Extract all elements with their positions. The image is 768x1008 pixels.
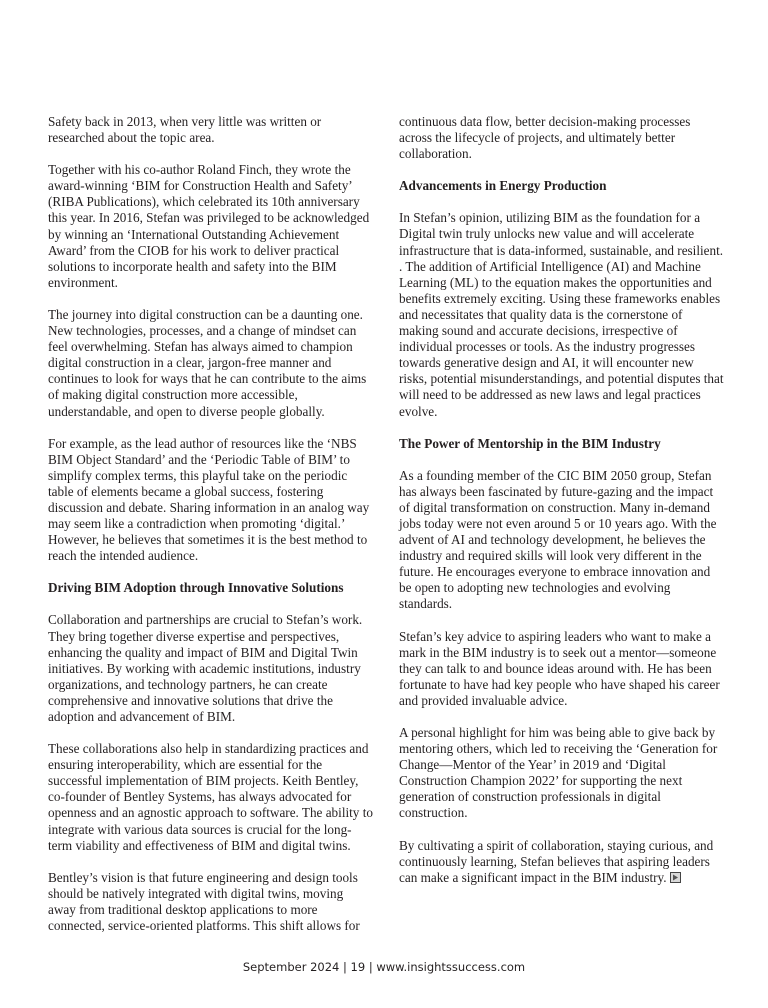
paragraph: Bentley’s vision is that future engineering and design tools should be natively integrated with digital twins, moving away from traditional desktop applications to more connected, service-oriented platforms. This shift allows for <box>48 869 360 934</box>
end-of-article-icon <box>670 872 681 883</box>
paragraph: Together with his co-author Roland Finch, they wrote the award-winning ‘BIM for Construction Health and Safety’ (RIBA Publications), which celebrated its 10th anniversary this year. In 2016, Stefan was privileged to be acknowledged by winning an ‘International Outstanding Achievement Award’ from the CIOB for his work to deliver practical solutions to incorporate health and safety into the BIM environment. <box>48 162 370 290</box>
left-column <box>48 114 373 950</box>
section-heading: Driving BIM Adoption through Innovative Solutions <box>48 580 344 596</box>
paragraph: Stefan’s key advice to aspiring leaders who want to make a mark in the BIM industry is to seek out a mentor—someone they can talk to and bounce ideas around with. He has been fortunate to have had key people who have shaped his career and provided invaluable advice. <box>399 628 720 708</box>
paragraph: continuous data flow, better decision-making processes across the lifecycle of projects, and ultimately better collaboration. <box>399 114 691 162</box>
section-heading: The Power of Mentorship in the BIM Industry <box>399 435 661 451</box>
paragraph: A personal highlight for him was being able to give back by mentoring others, which led to receiving the ‘Generation for Change—Mentor of the Year’ in 2019 and ‘Digital Construction Champion 2022’ for supporting the next generation of construction professionals in digital construction. <box>399 725 718 821</box>
paragraph: In Stefan’s opinion, utilizing BIM as the foundation for a Digital twin truly unlocks new value and will accelerate infrastructure that is data-informed, sustainable, and resilient. . The addition of Artificial Intelligence (AI) and Machine Learning (ML) to the equation makes the opportunities and benefits extremely exciting. Using these frameworks enables and necessitates that quality data is the cornerstone of making sound and accurate decisions, irrespective of individual processes or tools. As the industry progresses towards generative design and AI, it will encounter new risks, potential misunderstandings, and potential disputes that will need to be addressed as new laws and legal practices evolve. <box>399 210 724 419</box>
paragraph: Collaboration and partnerships are crucial to Stefan’s work. They bring together diverse expertise and perspectives, enhancing the quality and impact of BIM and Digital Twin initiatives. By working with academic institutions, industry organizations, and technology partners, he can create comprehensive and innovative solutions that drive the adoption and advancement of BIM. <box>48 612 363 724</box>
section-heading: Advancements in Energy Production <box>399 178 607 194</box>
paragraph: These collaborations also help in standardizing practices and ensuring interoperability, which are essential for the successful implementation of BIM projects. Keith Bentley, co-founder of Bentley Systems, has always advocated for openness and an agnostic approach to software. The ability to integrate with various data sources is crucial for the long-term viability and effectiveness of BIM and digital twins. <box>48 741 373 853</box>
page-footer: September 2024 | 19 | www.insightssuccess.com <box>242 960 526 974</box>
closing-text: By cultivating a spirit of collaboration, staying curious, and continuously learning, Stefan believes that aspiring leaders can make a significant impact in the BIM industry. <box>399 837 714 885</box>
paragraph: As a founding member of the CIC BIM 2050 group, Stefan has always been fascinated by future-gazing and the impact of digital transformation on construction. Many in-demand jobs today were not even around 5 or 10 years ago. With the advent of AI and technology development, he believes the industry and required skills will look very different in the future. He encourages everyone to embrace innovation and be open to adopting new technologies and evolving standards. <box>399 467 717 612</box>
closing-paragraph <box>399 838 724 886</box>
paragraph: For example, as the lead author of resources like the ‘NBS BIM Object Standard’ and the ‘Periodic Table of BIM’ to simplify complex terms, this playful take on the periodic table of elements became a global success, fostering discussion and debate. Sharing information in an analog way may seem like a contradiction when promoting ‘digital.’ However, he believes that sometimes it is the best method to reach the intended audience. <box>48 435 370 564</box>
paragraph: Safety back in 2013, when very little was written or researched about the topic area. <box>48 114 322 146</box>
paragraph: The journey into digital construction can be a daunting one. New technologies, processes, and a change of mindset can feel overwhelming. Stefan has always aimed to champion digital construction in a clear, jargon-free manner and continues to look for ways that he can contribute to the aims of making digital construction more accessible, understandable, and open to diverse people globally. <box>48 306 367 419</box>
right-column <box>399 114 724 902</box>
